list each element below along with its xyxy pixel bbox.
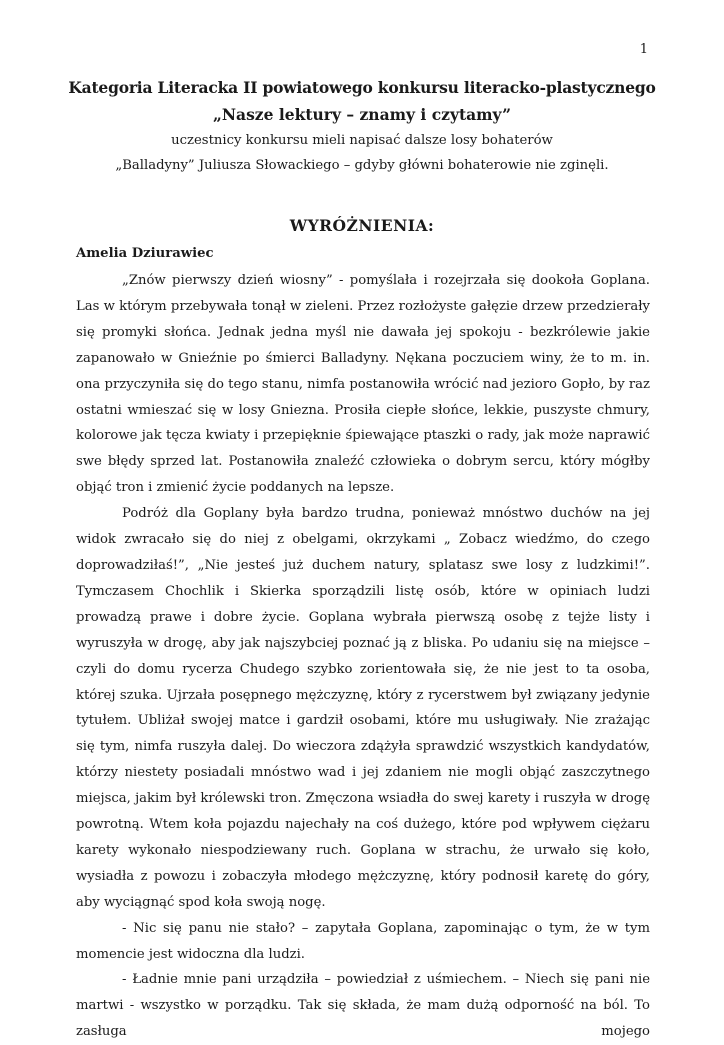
paragraph: - Nic się panu nie stało? – zapytała Goplana, zapominając o tym, że w tym momencie jest widoczna dla ludzi. [76,920,650,962]
author-name: Amelia Dziurawiec [76,246,214,261]
paragraph: Podróż dla Goplany była bardzo trudna, ponieważ mnóstwo duchów na jej widok zwracało się do niej z obelgami, okrzykami „ Zobacz wiedźmo, do czego doprowadziłaś!”, „Nie jesteś już duchem natury, splatasz swe losy z ludzkimi!”. Tymczasem Chochlik i Skierka sporządzili listę osób, które w opiniach ludzi prowadzą prawe i dobre życie. Goplana wybrała pierwszą osobę z tejże listy i wyruszyła w drogę, aby jak najszybciej poznać ją z bliska. Po udaniu się na miejsce – czyli do domu rycerza Chudego szybko zorientowała się, że nie jest to ta osoba, której szuka. Ujrzała posępnego mężczyznę, który z rycerstwem był związany jedynie tytułem. Ubliżał swojej matce i gardził osobami, które mu usługiwały. Nie zrażając się tym, nimfa ruszyła dalej. Do wieczora zdążyła sprawdzić wszystkich kandydatów, którzy niestety posiadali mnóstwo wad i jej zdaniem nie mogli objąć zaszczytnego miejsca, jakim był królewski tron. Zmęczona wsiadła do swej karety i ruszyła w drogę powrotną. Wtem koła pojazdu najechały na coś dużego, które pod wpływem ciężaru karety wykonało niespodziewany ruch. Goplana w strachu, że urwało się koło, wysiadła z powozu i zobaczyła młodego mężczyznę, który podnosił karetę do góry, aby wyciągnąć spod koła swoją nogę. [76,506,650,910]
title-line-1: Kategoria Literacka II powiatowego konkursu literacko-plastycznego [68,78,656,97]
story-body [76,268,650,1045]
paragraph: - Ładnie mnie pani urządziła – powiedział z uśmiechem. – Niech się pani nie martwi - wszystko w porządku. Tak się składa, że mam dużą odporność na ból. To zasługa mojego [76,972,650,1040]
title-line-2: „Nasze lektury – znamy i czytamy” [212,105,512,124]
paragraph: „Znów pierwszy dzień wiosny” - pomyślała i rozejrzała się dookoła Goplana. Las w którym przebywała tonął w zieleni. Przez rozłożyste gałęzie drzew przedzierały się promyki słońca. Jednak jedna myśl nie dawała jej spokoju - bezkrólewie jakie zapanowało w Gnieźnie po śmierci Balladyny. Nękana poczuciem winy, że to m. in. ona przyczyniła się do tego stanu, nimfa postanowiła wrócić nad jezioro Gopło, by raz ostatni wmieszać się w losy Gniezna. Prosiła ciepłe słońce, lekkie, puszyste chmury, kolorowe jak tęcza kwiaty i przepięknie śpiewające ptaszki o rady, jak może naprawić swe błędy sprzed lat. Postanowiła znaleźć człowieka o dobrym sercu, który mógłby objąć tron i zmienić życie poddanych na lepsze. [76,273,650,496]
subtitle-line-2: „Balladyny” Juliusza Słowackiego – gdyby główni bohaterowie nie zginęli. [115,158,609,173]
subtitle-line-1: uczestnicy konkursu mieli napisać dalsze losy bohaterów [171,133,553,148]
page-number: 1 [639,42,648,57]
section-title: WYRÓŻNIENIA: [289,216,435,235]
document-header [60,74,664,178]
